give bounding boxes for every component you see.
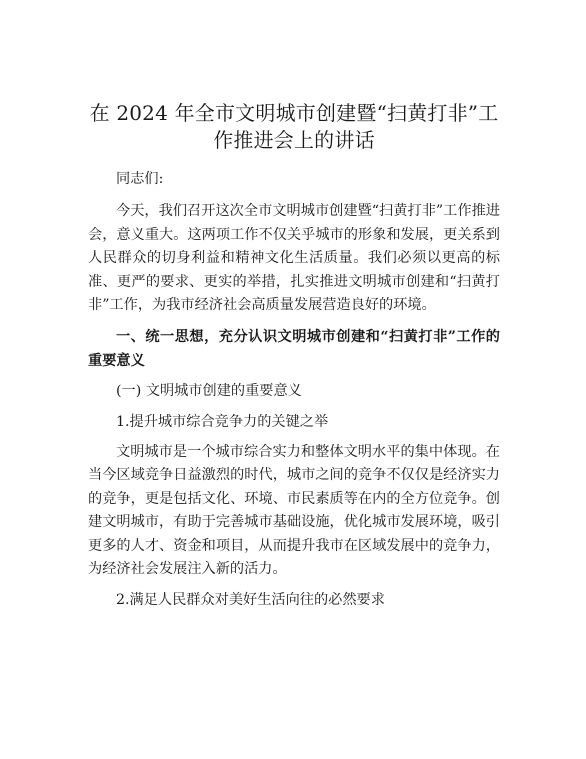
point-heading: 1.提升城市综合竞争力的关键之举 <box>116 413 329 430</box>
body-paragraph: 文明城市是一个城市综合实力和整体文明水平的集中体现。在当今区域竞争日益激烈的时代，城市之间的竞争不仅仅是经济实力的竞争，更是包括文化、环境、市民素质等在内的全方位竞争。创建文明城市，有助于完善城市基础设施，优化城市发展环境，吸引更多的人才、资金和项目，从而提升我市在区域发展中的竞争力，为经济社会发展注入新的活力。 <box>88 444 500 578</box>
document-page <box>88 100 500 612</box>
document-title: 在 2024 年全市文明城市创建暨“扫黄打非”工作推进会上的讲话 <box>89 101 499 152</box>
subsection-heading: (一) 文明城市创建的重要意义 <box>116 383 302 400</box>
point-heading: 2.满足人民群众对美好生活向往的必然要求 <box>116 591 385 608</box>
intro-paragraph: 今天，我们召开这次全市文明城市创建暨“扫黄打非”工作推进会，意义重大。这两项工作不仅关乎城市的形象和发展，更关系到人民群众的切身利益和精神文化生活质量。我们必须以更高的标准、更严的要求、更实的举措，扎实推进文明城市创建和“扫黄打非”工作，为我市经济社会高质量发展营造良好的环境。 <box>88 203 500 314</box>
section-heading: 一、统一思想，充分认识文明城市创建和“扫黄打非”工作的重要意义 <box>88 329 500 369</box>
salutation: 同志们: <box>116 171 164 187</box>
